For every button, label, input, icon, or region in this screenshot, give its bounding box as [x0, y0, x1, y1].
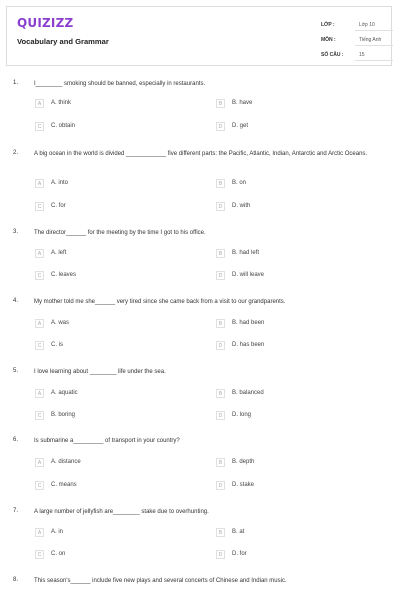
- option-text: D. will leave: [232, 272, 265, 278]
- option-text: A. was: [51, 320, 70, 326]
- option-text: A. into: [51, 180, 69, 186]
- meta-grade: [321, 19, 397, 31]
- question-number: 8.: [13, 577, 19, 583]
- option-letter-box: D: [216, 481, 225, 490]
- option-letter-box: A: [35, 99, 44, 108]
- question-number: 5.: [13, 368, 19, 374]
- meta-question-count: [321, 49, 397, 61]
- option-letter-box: C: [35, 202, 44, 211]
- question-text: My mother told me she______ very tired since she came back from a visit to our grandparents.: [34, 299, 286, 305]
- option-letter-box: D: [216, 411, 225, 420]
- option-text: D. with: [232, 203, 251, 209]
- option-text: B. on: [232, 180, 247, 186]
- option-letter-box: C: [35, 550, 44, 559]
- option-letter-box: D: [216, 122, 225, 131]
- option-text: D. for: [232, 551, 247, 557]
- option-letter-box: D: [216, 271, 225, 280]
- option-text: C. leaves: [51, 272, 77, 278]
- option-letter-box: A: [35, 179, 44, 188]
- option-letter-box: D: [216, 550, 225, 559]
- option-text: C. means: [51, 482, 77, 488]
- option-letter-box: B: [216, 249, 225, 258]
- option-letter-box: B: [216, 319, 225, 328]
- option-text: D. long: [232, 412, 252, 418]
- question-text: I________ smoking should be banned, especially in restaurants.: [34, 81, 206, 87]
- option-letter-box: A: [35, 249, 44, 258]
- question-number: 6.: [13, 437, 19, 443]
- option-text: C. on: [51, 551, 66, 557]
- question-number: 3.: [13, 229, 19, 235]
- question-text: Is submarine a_________ of transport in your country?: [34, 438, 180, 444]
- option-text: B. had left: [232, 250, 260, 256]
- option-letter-box: D: [216, 341, 225, 350]
- option-text: B. have: [232, 100, 253, 106]
- option-text: B. at: [232, 529, 245, 535]
- option-letter-box: B: [216, 99, 225, 108]
- option-letter-box: A: [35, 458, 44, 467]
- option-letter-box: C: [35, 271, 44, 280]
- option-text: C. is: [51, 342, 63, 348]
- question-text: This season's______ include five new plays and several concerts of Chinese and Indian music.: [34, 578, 287, 584]
- option-letter-box: C: [35, 481, 44, 490]
- question-number: 1.: [13, 80, 19, 86]
- option-letter-box: D: [216, 202, 225, 211]
- option-text: A. aquatic: [51, 390, 78, 396]
- meta-value: Tiếng Anh: [359, 37, 382, 43]
- option-text: B. had been: [232, 320, 265, 326]
- meta-label: SỐ CÂU :: [321, 52, 344, 58]
- meta-value: Lớp 10: [359, 22, 375, 28]
- quizizz-logo: QUIZIZZ: [17, 16, 74, 30]
- worksheet-title: Vocabulary and Grammar: [17, 37, 109, 46]
- meta-value: 15: [359, 52, 365, 58]
- meta-underline: [355, 30, 393, 31]
- option-letter-box: C: [35, 411, 44, 420]
- question-number: 4.: [13, 298, 19, 304]
- question-text: I love learning about ________ life under the sea.: [34, 369, 166, 375]
- meta-label: LỚP :: [321, 22, 335, 28]
- option-text: D. stake: [232, 482, 255, 488]
- option-letter-box: B: [216, 528, 225, 537]
- question-number: 2.: [13, 150, 19, 156]
- option-text: D. has been: [232, 342, 265, 348]
- option-text: D. get: [232, 123, 249, 129]
- option-text: C. for: [51, 203, 66, 209]
- option-letter-box: B: [216, 179, 225, 188]
- option-text: B. balanced: [232, 390, 264, 396]
- meta-label: MÔN :: [321, 37, 336, 43]
- option-text: A. think: [51, 100, 72, 106]
- meta-underline: [355, 60, 393, 61]
- option-letter-box: A: [35, 528, 44, 537]
- option-text: C. obtain: [51, 123, 76, 129]
- option-letter-box: A: [35, 389, 44, 398]
- option-letter-box: A: [35, 319, 44, 328]
- option-letter-box: C: [35, 122, 44, 131]
- meta-underline: [355, 45, 393, 46]
- option-letter-box: C: [35, 341, 44, 350]
- worksheet-header: [6, 6, 392, 66]
- option-text: A. left: [51, 250, 67, 256]
- option-text: A. in: [51, 529, 64, 535]
- option-letter-box: B: [216, 458, 225, 467]
- option-text: B. depth: [232, 459, 255, 465]
- option-letter-box: B: [216, 389, 225, 398]
- question-text: A big ocean in the world is divided ____________ five different parts: the Pacific, Atlantic, Indian, Antarctic and Arctic Oceans.: [34, 151, 368, 157]
- option-text: B. boring: [51, 412, 76, 418]
- option-text: A. distance: [51, 459, 81, 465]
- meta-subject: [321, 34, 397, 46]
- question-text: The director______ for the meeting by the time I got to his office.: [34, 230, 206, 236]
- question-number: 7.: [13, 508, 19, 514]
- question-text: A large number of jellyfish are________ stake due to overhunting.: [34, 509, 209, 515]
